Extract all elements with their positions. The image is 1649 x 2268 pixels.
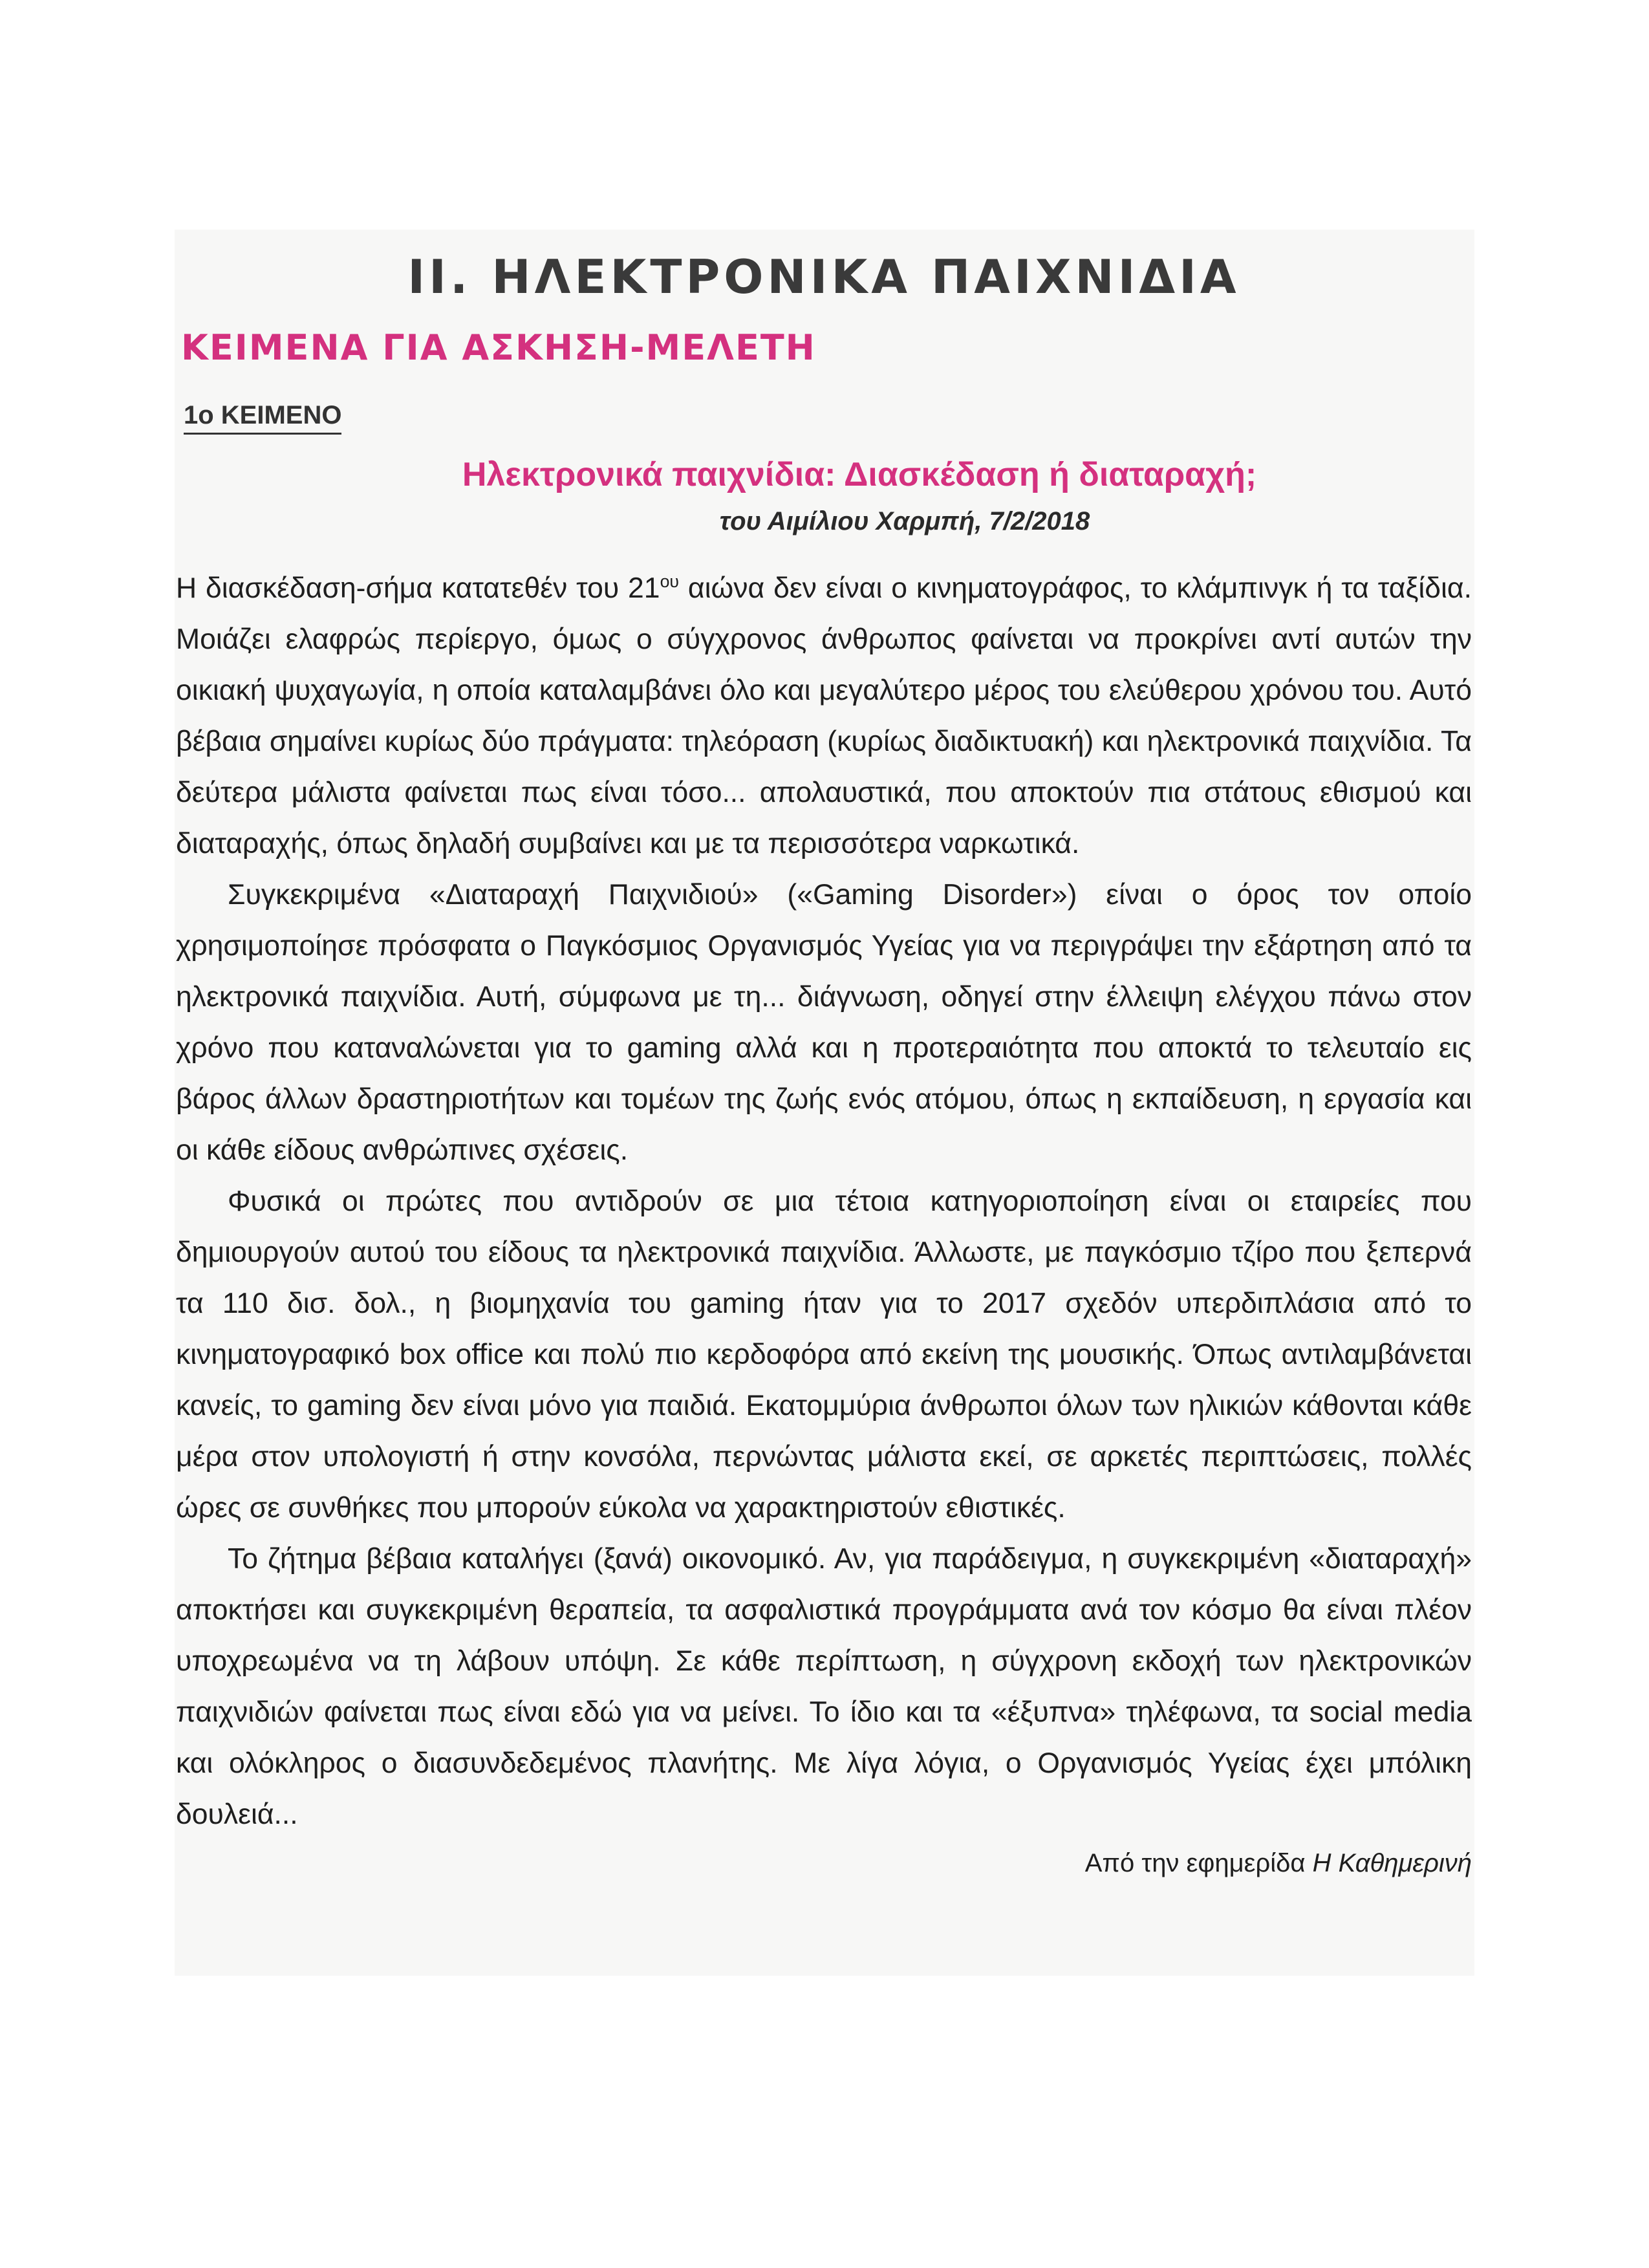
article-byline: του Αιμίλιου Χαρμπή, 7/2/2018 <box>719 507 1090 535</box>
page-content <box>176 246 1472 1878</box>
subsection-title: ΚΕΙΜΕΝΑ ΓΙΑ ΑΣΚΗΣΗ-ΜΕΛΕΤΗ <box>181 327 816 368</box>
section-title: ΙΙ. ΗΛΕΚΤΡΟΝΙΚΑ ΠΑΙΧΝΙΔΙΑ <box>407 250 1240 304</box>
source-newspaper: Η Καθημερινή <box>1312 1849 1472 1877</box>
ordinal-suffix: ου <box>660 572 679 592</box>
paragraph-4: Το ζήτημα βέβαια καταλήγει (ξανά) οικονομικό. Αν, για παράδειγμα, η συγκεκριμένη «διαταραχή» αποκτήσει και συγκεκριμένη θεραπεία, τα ασφαλιστικά προγράμματα ανά τον κόσμο θα είναι πλέον υποχρεωμένα να τη λάβουν υπόψη. Σε κάθε περίπτωση, η σύγχρονη εκδοχή των ηλεκτρονικών παιχνιδιών φαίνεται πως είναι εδώ για να μείνει. Το ίδιο και τα «έξυπνα» τηλέφωνα, τα social media και ολόκληρος ο διασυνδεδεμένος πλανήτης. Με λίγα λόγια, ο Οργανισμός Υγείας έχει μπόλικη δουλειά... <box>176 1543 1472 1830</box>
article-source <box>176 1849 1472 1878</box>
paragraph-1-rest: αιώνα δεν είναι ο κινηματογράφος, το κλάμπινγκ ή τα ταξίδια. Μοιάζει ελαφρώς περίεργο, όμως ο σύγχρονος άνθρωπος φαίνεται να προκρίνει αντί αυτών την οικιακή ψυχαγωγία, η οποία καταλαμβάνει όλο και μεγαλύτερο μέρος του ελεύθερου χρόνου του. Αυτό βέβαια σημαίνει κυρίως δύο πράγματα: τηλεόραση (κυρίως διαδικτυακή) και ηλεκτρονικά παιχνίδια. Τα δεύτερα μάλιστα φαίνεται πως είναι τόσο... απολαυστικά, που αποκτούν πια στάτους εθισμού και διαταραχής, όπως δηλαδή συμβαίνει και με τα περισσότερα ναρκωτικά. <box>176 572 1472 859</box>
paragraph-1 <box>176 563 1472 869</box>
article-title: Ηλεκτρονικά παιχνίδια: Διασκέδαση ή διαταραχή; <box>462 456 1257 493</box>
article-body <box>176 563 1472 1840</box>
text-label: 1ο ΚΕΙΜΕΝΟ <box>184 401 341 435</box>
paragraph-2: Συγκεκριμένα «Διαταραχή Παιχνιδιού» («Gaming Disorder») είναι ο όρος τον οποίο χρησιμοποίησε πρόσφατα ο Παγκόσμιος Οργανισμός Υγείας για να περιγράψει την εξάρτηση από τα ηλεκτρονικά παιχνίδια. Αυτή, σύμφωνα με τη... διάγνωση, οδηγεί στην έλλειψη ελέγχου πάνω στον χρόνο που καταναλώνεται για το gaming αλλά και η προτεραιότητα που αποκτά το τελευταίο εις βάρος άλλων δραστηριοτήτων και τομέων της ζωής ενός ατόμου, όπως η εκπαίδευση, η εργασία και οι κάθε είδους ανθρώπινες σχέσεις. <box>176 879 1472 1166</box>
source-prefix: Από την εφημερίδα <box>1084 1849 1313 1877</box>
paragraph-1-start: Η διασκέδαση-σήμα κατατεθέν του 21 <box>176 572 660 604</box>
paragraph-3: Φυσικά οι πρώτες που αντιδρούν σε μια τέτοια κατηγοριοποίηση είναι οι εταιρείες που δημιουργούν αυτού του είδους τα ηλεκτρονικά παιχνίδια. Άλλωστε, με παγκόσμιο τζίρο που ξεπερνά τα 110 δισ. δολ., η βιομηχανία του gaming ήταν για το 2017 σχεδόν υπερδιπλάσια από το κινηματογραφικό box office και πολύ πιο κερδοφόρα από εκείνη της μουσικής. Όπως αντιλαμβάνεται κανείς, το gaming δεν είναι μόνο για παιδιά. Εκατομμύρια άνθρωποι όλων των ηλικιών κάθονται κάθε μέρα στον υπολογιστή ή στην κονσόλα, περνώντας μάλιστα εκεί, σε αρκετές περιπτώσεις, πολλές ώρες σε συνθήκες που μπορούν εύκολα να χαρακτηριστούν εθιστικές. <box>176 1185 1472 1524</box>
